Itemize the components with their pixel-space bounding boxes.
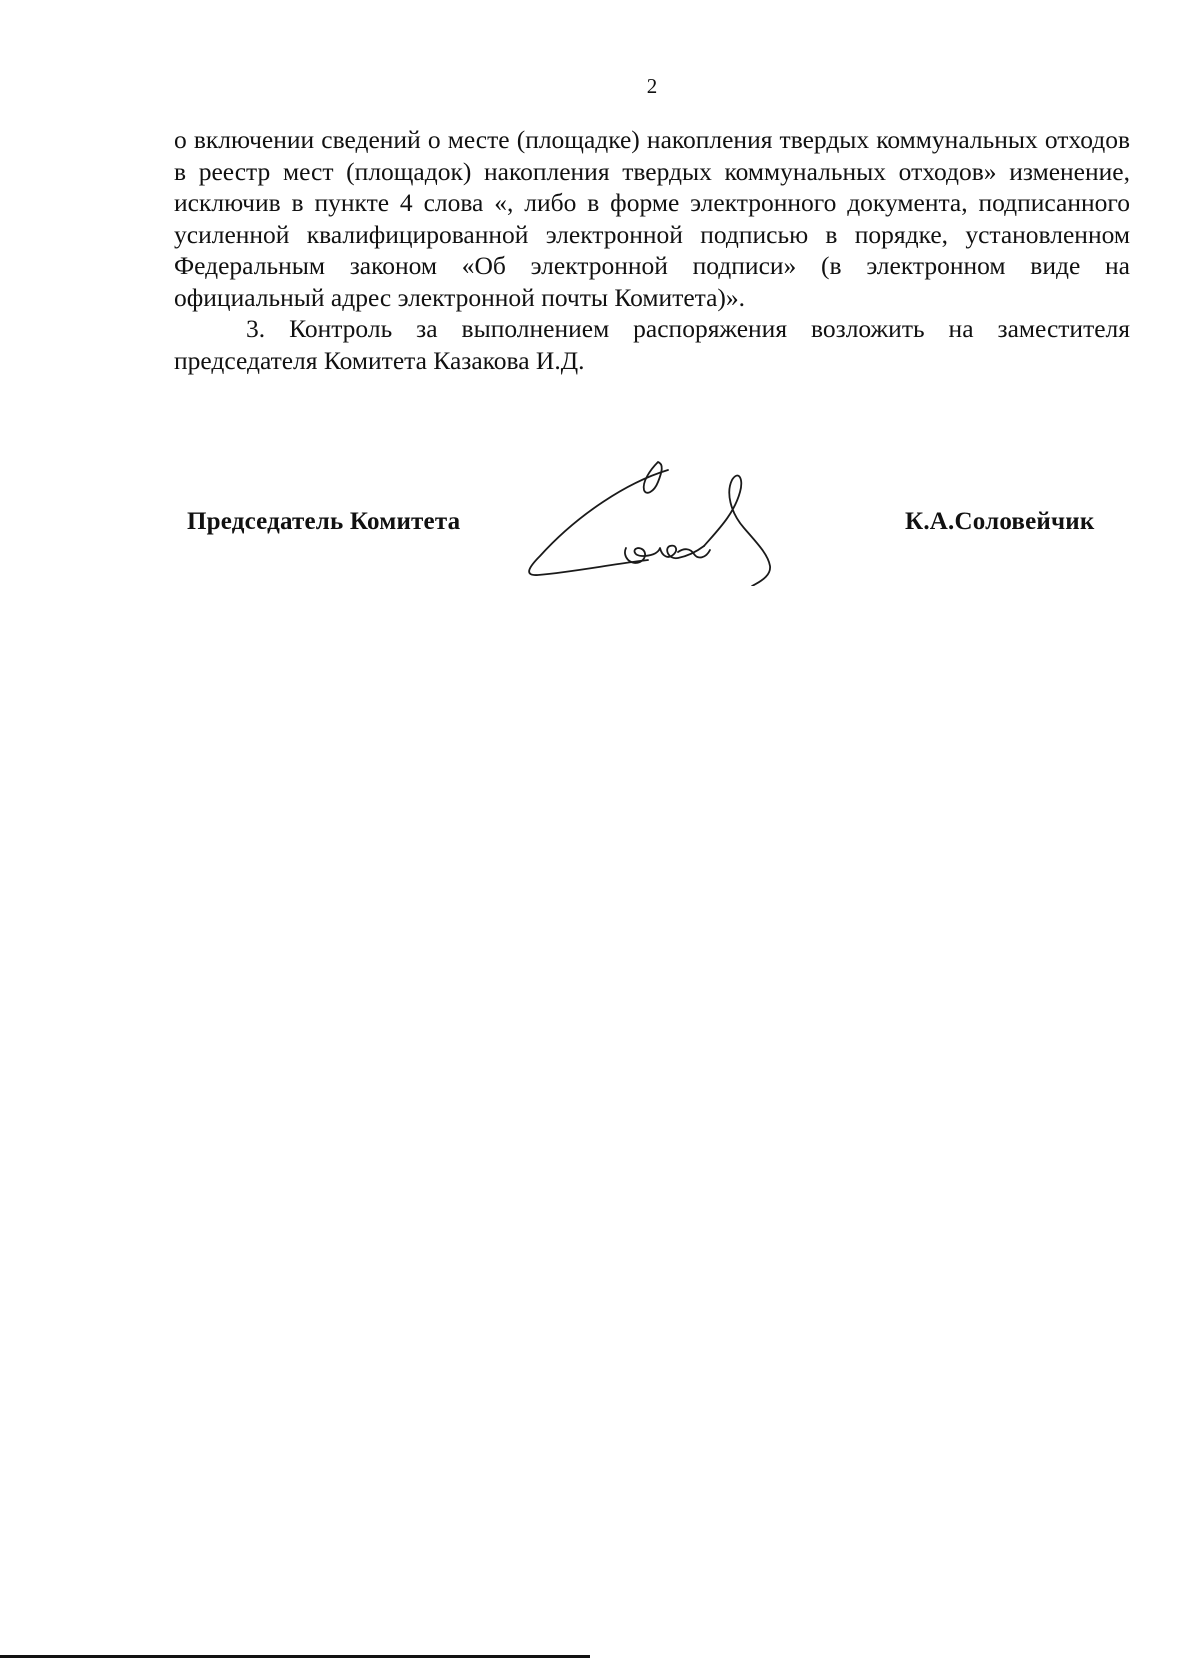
signatory-name: К.А.Соловейчик: [905, 508, 1095, 535]
paragraph-amendment: о включении сведений о месте (площадке) накопления твердых коммунальных отходов в реестр мест (площадок) накопления твердых коммунальных отходов» изменение, исключив в пункте 4 слова «, либо в форме электронного документа, подписанного усиленной квалифицированной электронной подписью в порядке, установленном Федеральным законом «Об электронной подписи» (в электронном виде на официальный адрес электронной почты Комитета)».: [174, 125, 1130, 312]
signatory-position: Председатель Комитета: [187, 508, 461, 535]
paragraph-control-clause: 3. Контроль за выполнением распоряжения возложить на заместителя председателя Комитета Казакова И.Д.: [174, 314, 1130, 375]
bottom-edge-line: [0, 1655, 590, 1658]
page-number: 2: [646, 74, 658, 98]
document-body: [174, 124, 1130, 376]
handwritten-signature: [518, 456, 838, 586]
